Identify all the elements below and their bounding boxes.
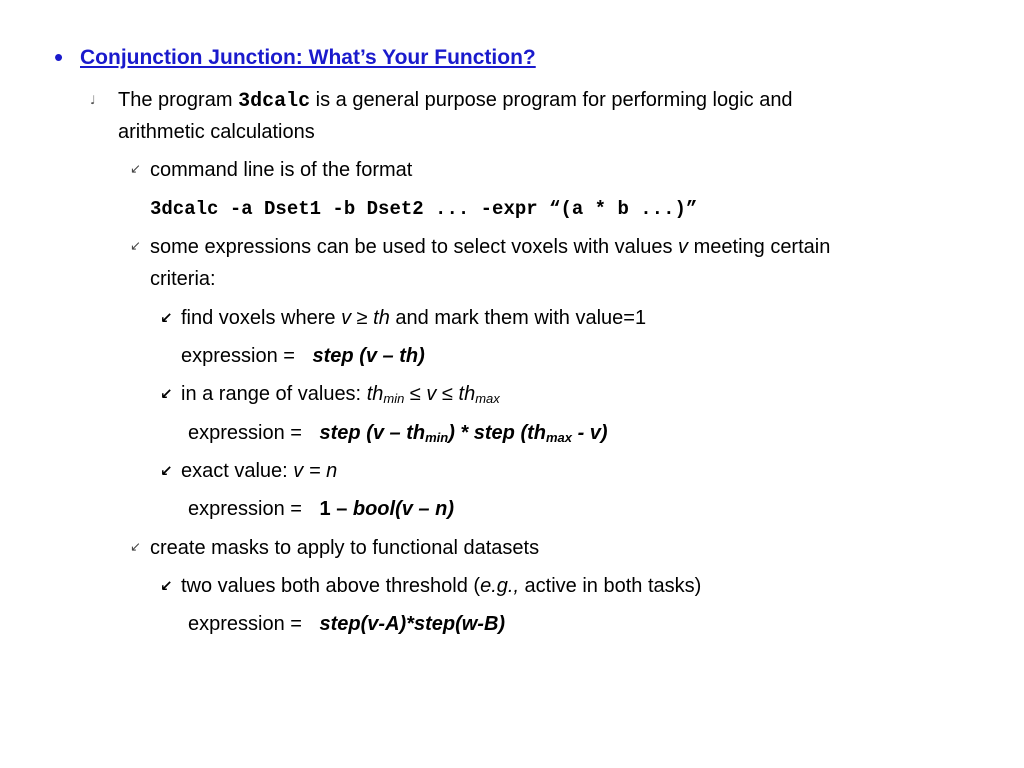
exact-expr-num: 1 – xyxy=(319,498,353,520)
range-leq2: ≤ xyxy=(436,383,459,405)
bold-arrow-bullet-icon: ↙ xyxy=(160,309,173,327)
select-suffix: meeting certain xyxy=(688,236,831,258)
exact-text1: exact value: xyxy=(181,460,294,482)
select-prefix: some expressions can be used to select voxels with values xyxy=(150,236,679,258)
range-leq1: ≤ xyxy=(404,383,427,405)
range-th-max: $th_{max}$ xyxy=(458,383,500,406)
note-bullet-icon: ♩ xyxy=(90,93,96,107)
intro-line xyxy=(118,88,793,114)
threshold-text2: and mark them with value=1 xyxy=(389,307,647,329)
expression-label: expression = xyxy=(188,498,308,520)
masks-expr: step(v-A)*step(w-B) xyxy=(319,613,506,635)
arrow-bullet-icon: ↙ xyxy=(130,239,141,254)
threshold-expr: step (v – th) xyxy=(312,345,425,367)
intro-suffix: is a general purpose program for performing logic and xyxy=(310,89,793,111)
slide-title[interactable]: Conjunction Junction: What’s Your Function? xyxy=(80,46,536,69)
bullet-dot-icon: • xyxy=(54,42,64,72)
exact-expression xyxy=(188,497,454,521)
exact-eq: v = n xyxy=(293,460,338,482)
expression-label: expression = xyxy=(188,422,308,444)
range-expr: step $(v - th_{min})$ * step $(th_{max} - v)$ xyxy=(319,422,608,445)
range-text1: in a range of values: xyxy=(181,383,367,405)
range-v: v xyxy=(426,383,437,405)
range-th-min: $th_{min}$ xyxy=(366,383,405,406)
bold-arrow-bullet-icon: ↙ xyxy=(160,462,173,480)
select-line xyxy=(150,235,830,259)
cmdline-code: 3dcalc -a Dset1 -b Dset2 ... -expr “(a * b ...)” xyxy=(150,198,698,220)
intro-prefix: The program xyxy=(118,89,239,111)
expression-label: expression = xyxy=(181,345,301,367)
masks-expression xyxy=(188,612,505,636)
arrow-bullet-icon: ↙ xyxy=(130,540,141,555)
program-name: 3dcalc xyxy=(238,90,311,113)
exact-expr-rest: bool(v – n) xyxy=(352,498,454,520)
cmdline-label: command line is of the format xyxy=(150,159,413,181)
range-expression xyxy=(188,421,608,445)
two-values-line xyxy=(181,574,701,598)
exact-line xyxy=(181,459,337,483)
threshold-line xyxy=(181,306,646,330)
threshold-th: th xyxy=(373,307,390,329)
threshold-expression xyxy=(181,344,425,368)
masks-label: create masks to apply to functional datasets xyxy=(150,537,540,559)
two-values-eg: e.g., xyxy=(480,575,519,597)
two-values-text2: active in both tasks) xyxy=(519,575,702,597)
two-values-text1: two values both above threshold ( xyxy=(181,575,481,597)
threshold-text1: find voxels where xyxy=(181,307,342,329)
select-criteria: criteria: xyxy=(150,268,216,290)
threshold-v: v xyxy=(341,307,352,329)
intro-continuation: arithmetic calculations xyxy=(118,121,315,143)
arrow-bullet-icon: ↙ xyxy=(130,162,141,177)
select-var-v: v xyxy=(678,236,689,258)
threshold-geq: ≥ xyxy=(351,307,374,329)
range-line xyxy=(181,382,500,406)
bold-arrow-bullet-icon: ↙ xyxy=(160,385,173,403)
bold-arrow-bullet-icon: ↙ xyxy=(160,577,173,595)
expression-label: expression = xyxy=(188,613,308,635)
